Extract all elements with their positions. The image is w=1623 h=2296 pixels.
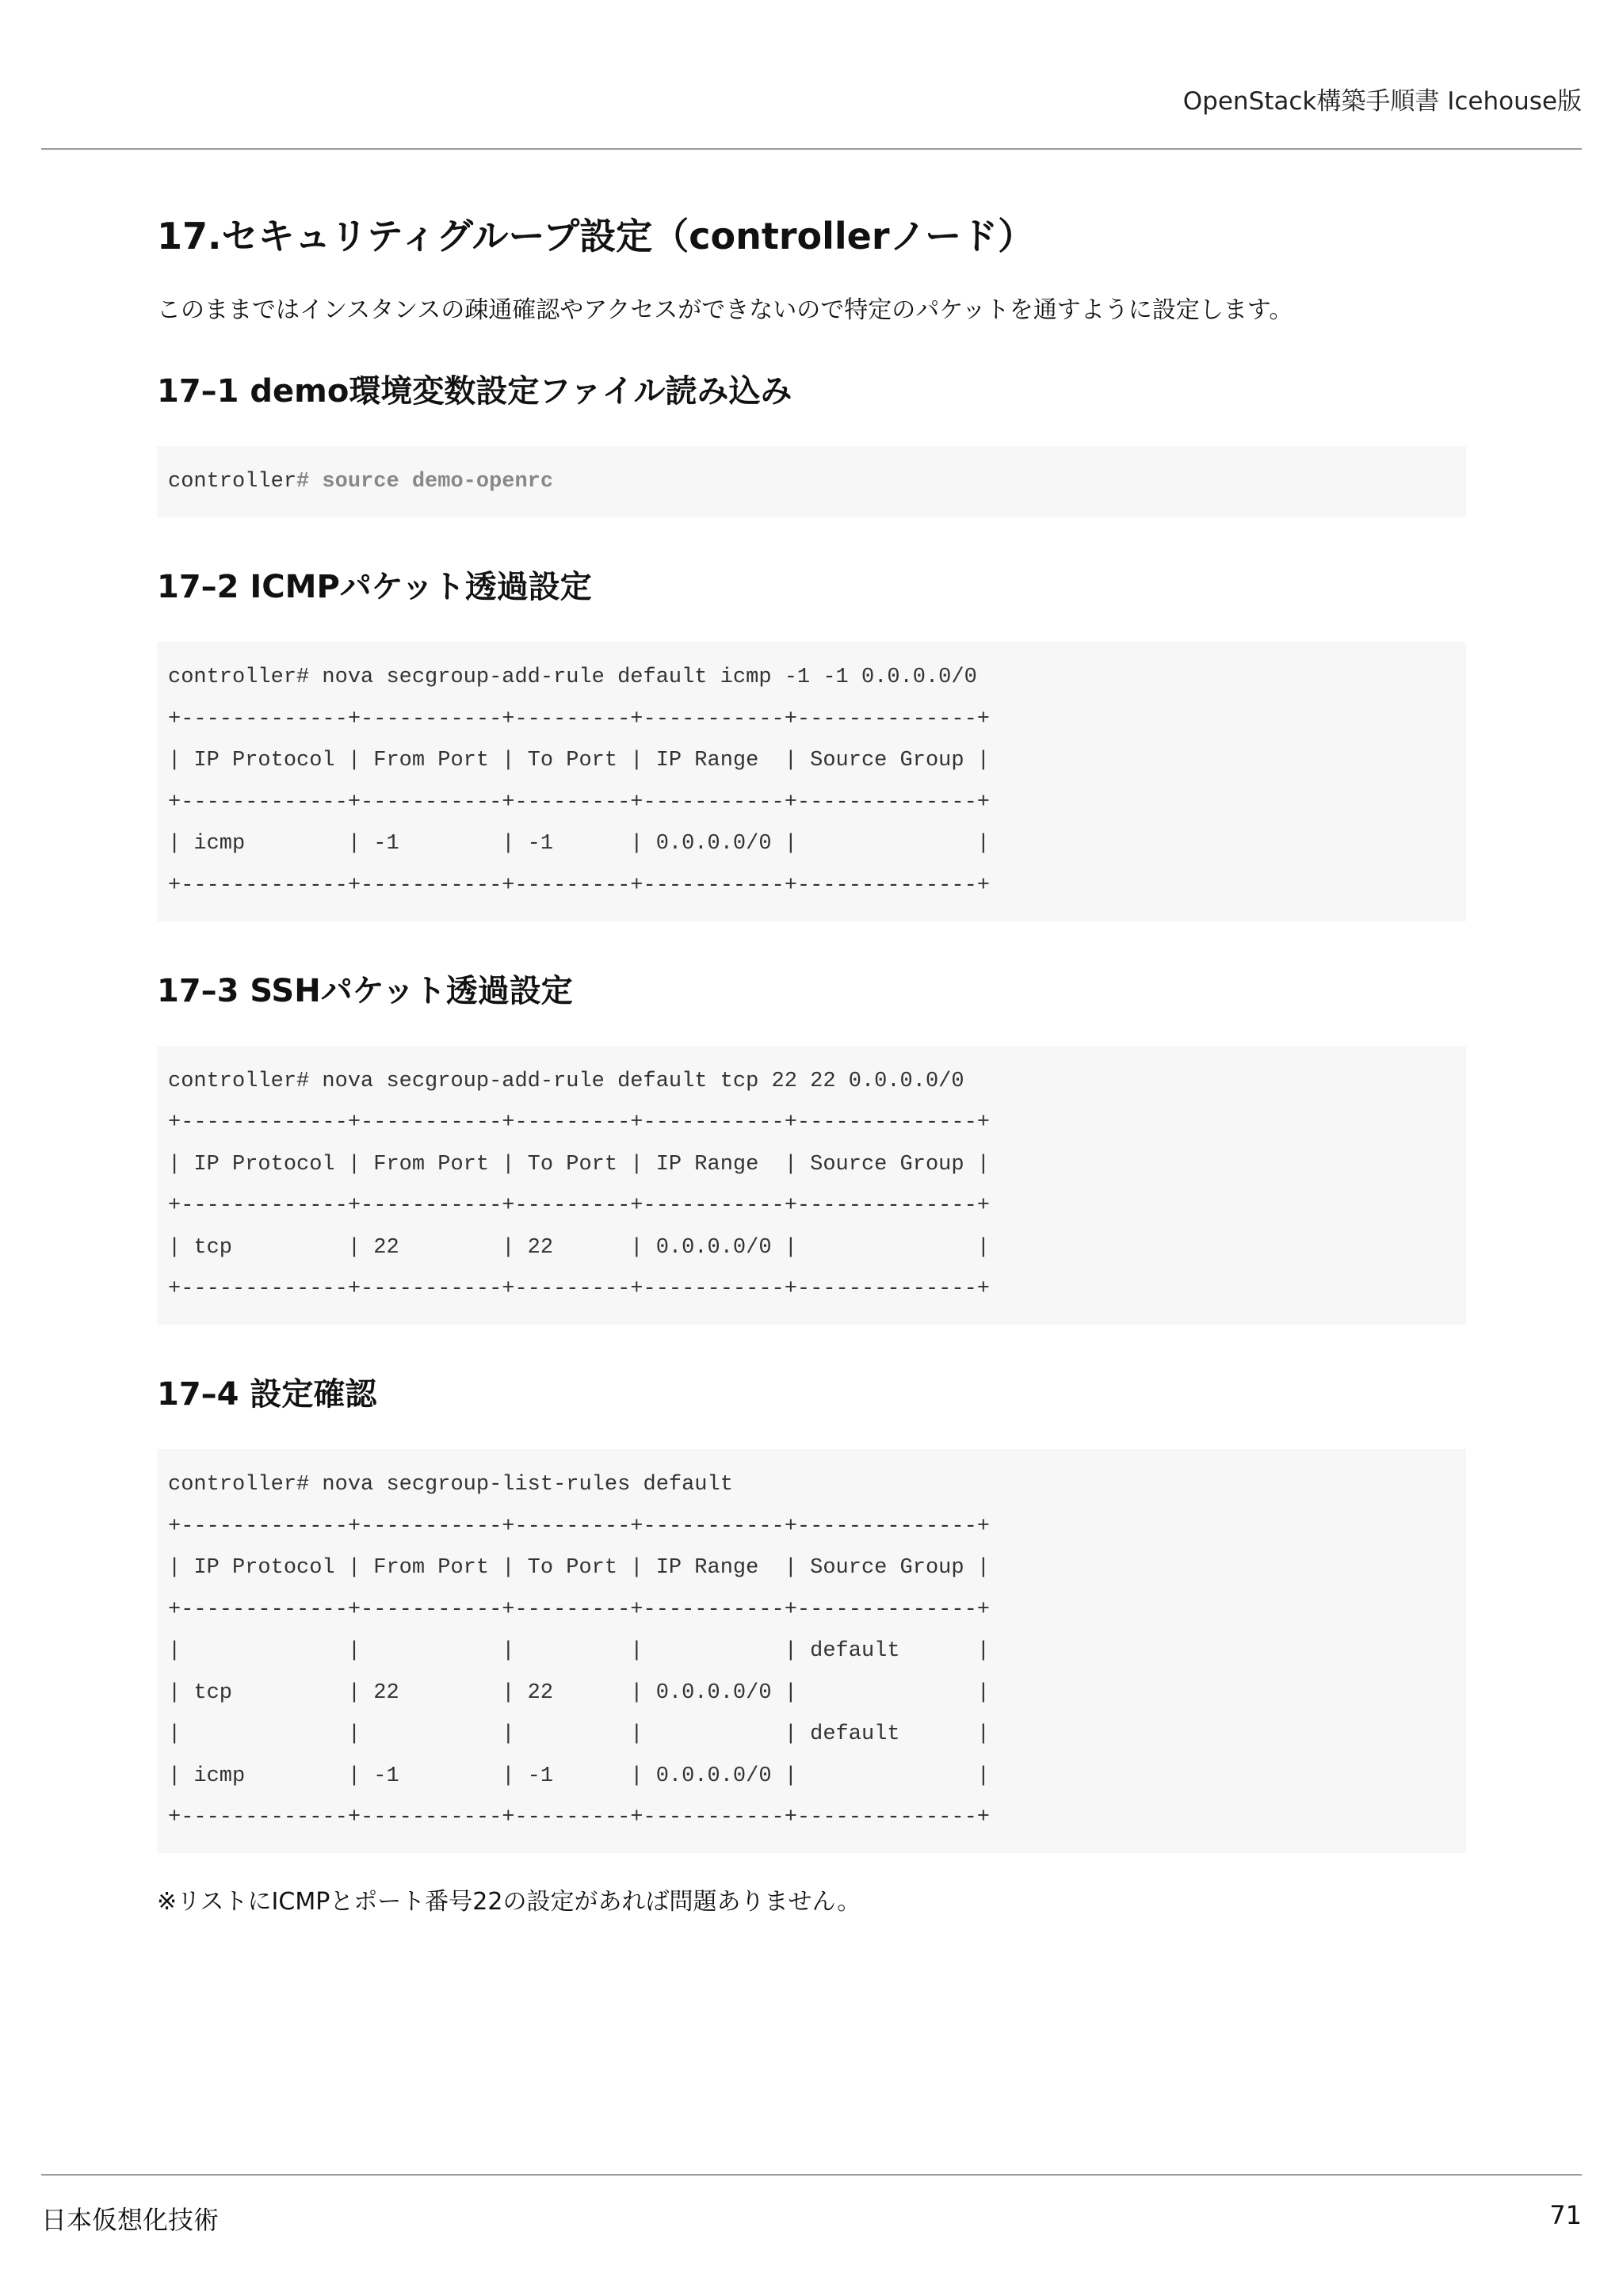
code-line: | icmp | -1 | -1 | 0.0.0.0/0 | | bbox=[168, 1764, 990, 1788]
section-title: 17.セキュリティグループ設定（controllerノード） bbox=[157, 215, 1035, 257]
code-block-17-4 bbox=[157, 1449, 1466, 1853]
code-line: | icmp | -1 | -1 | 0.0.0.0/0 | | bbox=[168, 832, 990, 856]
subsection-title-17-3: 17–3 SSHパケット透過設定 bbox=[157, 972, 573, 1009]
code-line: controller# nova secgroup-add-rule default icmp -1 -1 0.0.0.0/0 bbox=[168, 666, 977, 689]
code-line: controller# nova secgroup-add-rule default tcp 22 22 0.0.0.0/0 bbox=[168, 1069, 964, 1093]
code-line: | | | | | default | bbox=[168, 1722, 990, 1746]
code-line: | IP Protocol | From Port | To Port | IP Range | Source Group | bbox=[168, 1556, 990, 1580]
code-prompt: controller bbox=[168, 470, 297, 494]
code-line: | tcp | 22 | 22 | 0.0.0.0/0 | | bbox=[168, 1680, 990, 1705]
code-line: +-------------+-----------+---------+-----------+--------------+ bbox=[168, 790, 990, 814]
code-block-17-1 bbox=[157, 446, 1466, 517]
code-line: | IP Protocol | From Port | To Port | IP Range | Source Group | bbox=[168, 1152, 990, 1177]
code-line: +-------------+-----------+---------+-----------+--------------+ bbox=[168, 1806, 990, 1829]
page-header-title: OpenStack構築手順書 Icehouse版 bbox=[1182, 87, 1582, 116]
code-line: +-------------+-----------+---------+-----------+--------------+ bbox=[168, 1111, 990, 1135]
code-line: +-------------+-----------+---------+-----------+--------------+ bbox=[168, 1194, 990, 1218]
code-line: +-------------+-----------+---------+-----------+--------------+ bbox=[168, 1514, 990, 1539]
page-content bbox=[157, 208, 1466, 1940]
page-number: 71 bbox=[1549, 2200, 1582, 2230]
footer-company: 日本仮想化技術 bbox=[41, 2205, 220, 2235]
subsection-title-17-2: 17–2 ICMPパケット透過設定 bbox=[157, 569, 592, 605]
code-line: +-------------+-----------+---------+-----------+--------------+ bbox=[168, 707, 990, 731]
code-command: source demo-openrc bbox=[309, 470, 554, 494]
subsection-title-17-1: 17–1 demo環境変数設定ファイル読み込み bbox=[157, 373, 792, 410]
code-line: | | | | | default | bbox=[168, 1639, 990, 1663]
code-line bbox=[168, 465, 1455, 498]
code-line: +-------------+-----------+---------+-----------+--------------+ bbox=[168, 1277, 990, 1301]
section-intro: このままではインスタンスの疎通確認やアクセスができないので特定のパケットを通すように設定します。 bbox=[157, 296, 1293, 324]
code-block-17-3 bbox=[157, 1046, 1466, 1325]
code-line: | IP Protocol | From Port | To Port | IP Range | Source Group | bbox=[168, 749, 990, 772]
footer-divider bbox=[41, 2174, 1582, 2176]
code-line: +-------------+-----------+---------+-----------+--------------+ bbox=[168, 1597, 990, 1622]
header-divider bbox=[41, 148, 1582, 150]
code-block-17-2 bbox=[157, 642, 1466, 921]
subsection-title-17-4: 17–4 設定確認 bbox=[157, 1376, 377, 1413]
code-prompt-hash: # bbox=[296, 470, 310, 494]
code-line: | tcp | 22 | 22 | 0.0.0.0/0 | | bbox=[168, 1235, 990, 1260]
code-line: controller# nova secgroup-list-rules default bbox=[168, 1473, 733, 1497]
code-line: +-------------+-----------+---------+-----------+--------------+ bbox=[168, 873, 990, 898]
note-text: ※リストにICMPとポート番号22の設定があれば問題ありません。 bbox=[157, 1888, 861, 1916]
